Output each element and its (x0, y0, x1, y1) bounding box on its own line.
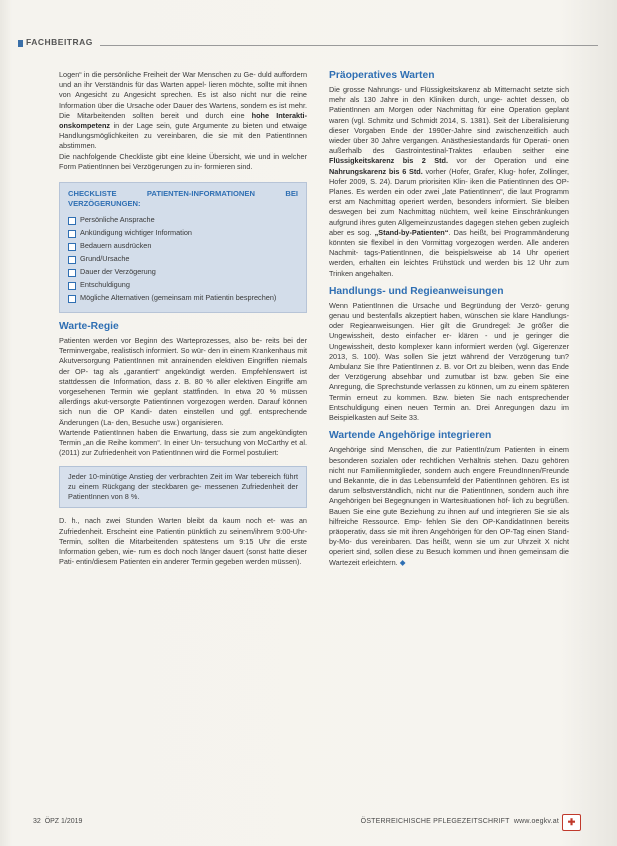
header-rule (100, 45, 598, 46)
section-marker (18, 40, 23, 47)
checkbox-icon (68, 282, 76, 290)
intro-paragraph: Logen“ in die persönliche Freiheit der War Menschen zu Ge- duld auffordern und an ihr Verständnis für das Warten appel- lieren möchte, sollte mit ihnen von Angesicht zu Angesicht sprechen. Es ist also nicht nur die reine Information über die Ursache oder Dauer des Wartens, sondern es ist mehr. Die Mitarbeitenden sollten bereit und durch eine hohe Interakti- onskompetenz in der Lage sein, gute Argumente zu bieten und etwaige Handlungsmöglichkeiten zu vereinbaren, die sie mit den PatientInnen abstimmen. (59, 70, 308, 151)
checklist-item: Grund/Ursache (68, 254, 298, 264)
checklist-box (59, 182, 307, 313)
body-paragraph: Wenn PatientInnen die Ursache und Begründung der Verzö- gerung genau und bestenfalls akzeptiert haben, wünschen sie klare Handlungs- oder Regieanweisungen. Hier gilt die Grundregel: Je größer die Ungewissheit, desto einfacher er- klären - und je geringer die Ungewissheit, desto komplexer kann informiert werden (vgl. Gigerenzer 2013, S. 100). Was sollen Sie jetzt während der Verzögerung tun? Ambulanz Sie Ihre PatientInnen z. B. vor Ort zu bleiben, wenn das Ende der Verzögerung absehbar und zumutbar ist bzw. geben Sie eine Anregung, die Sprechstunde verlassen zu können, um zu einem späteren Termin erneut zu kommen. Bzw. bieten Sie nach entsprechender Entschuldigung einen neuen Termin an. Drei Anregungen dazu im Beispielkasten auf Seite 33. (329, 300, 569, 423)
heading-praeoperativ: Präoperatives Warten (329, 70, 435, 81)
left-column (59, 70, 307, 567)
section-label: FACHBEITRAG (26, 37, 93, 47)
quote-box: Jeder 10-minütige Anstieg der verbrachten Zeit im War tebereich führt zu einem Rückgang der steckbaren ge- messenen Zufriedenheit der PatientInnen von 8 %. (59, 466, 307, 508)
checklist-item: Mögliche Alternativen (gemeinsam mit Patientin besprechen) (68, 293, 298, 303)
checklist-item: Bedauern ausdrücken (68, 241, 298, 251)
emphasis-nahrung: Nahrungskarenz bis 6 Std. (329, 166, 423, 176)
checklist-item: Ankündigung wichtiger Information (68, 228, 298, 238)
checklist-intro: Die nachfolgende Checkliste gibt eine kleine Übersicht, wie und in welcher Form PatientInnen bei Verzögerungen zu in- formieren sind. (59, 151, 307, 171)
checkbox-icon (68, 269, 76, 277)
heading-warte-regie: Warte-Regie (59, 321, 119, 333)
body-paragraph: Patienten werden vor Beginn des Warteprozesses, also be- reits bei der Terminvergabe, realistisch informiert. So wür- den in einem Krankenhaus mit Akutversorgung PatientInnen mit anrainenden elektiven Eingriffen niemals der OP- tag als „garantiert“ angekündigt werden. Empfehlenswert ist stattdessen die Information, dass z. B. 80 % aller elektiven Eingriffe am vorgesehenen Termin wie geplant stattfinden. In etwa 20 % müssen allerdings akut-versorgte Patientinnen vorgezogen werden. Darauf können sich nun die OP Kandi- daten einstellen und ggf. entsprechende Änderungen (La- den, Besuche usw.) organisieren. (59, 336, 307, 427)
heading-handlungs: Handlungs- und Regieanweisungen (329, 285, 504, 297)
oegkv-logo-icon: ✚ (562, 814, 581, 831)
footer-left (33, 818, 82, 825)
checkbox-icon (68, 230, 76, 238)
page-footer (33, 817, 581, 829)
heading-angehoerige: Wartende Angehörige integrieren (329, 430, 492, 442)
page-number: 32 (33, 818, 41, 825)
right-column (329, 70, 569, 568)
issue-label: ÖPZ 1/2019 (44, 818, 83, 825)
body-paragraph: Wartende PatientInnen haben die Erwartung, dass sie zum angekündigten Termin „an die Reihe kommen“. In einer Un- tersuchung von McCarthy et al. (2011) zur Zufriedenheit von PatientInnen wird die Formel postuliert: (59, 427, 307, 458)
footer-url: www.oegkv.at (513, 818, 559, 825)
intro-emphasis: hohe Interakti- onskompetenz (59, 110, 308, 131)
end-mark-icon: ◆ (399, 557, 406, 567)
checklist-item: Entschuldigung (68, 280, 298, 290)
body-paragraph: D. h., nach zwei Stunden Warten bleibt da kaum noch et- was an Zufriedenheit. Erscheint eine Patientin pünktlich zu seinem/ihrem 9:00-Uhr-Termin, sollten die Mitarbeitenden spätestens um 9:15 Uhr die erste Information geben, wie- rum es doch noch länger dauert (sonst hatte dieser Pati- entin/diesem Patienten ein anderer Termin gegeben werden müssen). (59, 516, 307, 567)
checkbox-icon (68, 256, 76, 264)
checklist-title: CHECKLISTE PATIENTEN-INFORMATIONEN BEI VERZÖGERUNGEN: (68, 189, 298, 209)
body-paragraph: Die grosse Nahrungs- und Flüssigkeitskarenz ab Mitternacht setzte sich mehr als 130 Jahre in den Kliniken durch, unge- achtet dessen, ob PatientInnen am Morgen oder Nachmittag für eine Operation geplant waren (vgl. Schmitz und Schmidt 2014, S. 1381). Seit der Liberalisierung dieser Vorgaben Ende der 1990er-Jahre sind zwischenzeitlich auch wieder über 30 Jahre vergangen. Anästhesiestandards für Operati- onen außerhalb des Gastrointestinal-Traktes erlauben seither eine Flüssigkeitskarenz bis 2 Std. vor der Operation und eine Nahrungskarenz bis 6 Std. vorher (Hofer, Grafer, Klug- hofer, Zollinger, Hofer 2009, S. 24). Darum priorisiten Klin- iken die PatientInnen des OP-Planes. Es werden ein oder zwei „late PatientInnen“, die laut Programm erst am Nachmittag operiert werden, besonders informiert. Sie bleiben deswegen bei zum Nachmittag nüchtern, weil keine Einschränkungen aufgrund ihres guten Allgemeinzustandes dagegen stehen geben zugleich aber es sog. „Stand-by-Patienten“. Das heißt, bei Programmänderung könnten sie flexibel in den Vormittag vorgezogen werden. Alle anderen Nachmit- tags-PatientInnen, die beispielsweise ab 14 Uhr operiert werden, erhalten ein leichtes Frühstück und werden bis 12 Uhr zum Trinken angehalten. (329, 85, 569, 278)
checklist-item: Dauer der Verzögerung (68, 267, 298, 277)
footer-right (361, 818, 559, 825)
checklist-item: Persönliche Ansprache (68, 215, 298, 225)
page-header (18, 37, 598, 51)
checkbox-icon (68, 243, 76, 251)
journal-name: ÖSTERREICHISCHE PFLEGEZEITSCHRIFT (360, 818, 510, 825)
emphasis-standby: „Stand-by-Patienten“ (374, 227, 449, 237)
body-paragraph: Angehörige sind Menschen, die zur PatientIn/zum Patienten in einem besonderen sozialen oder rechtlichen Verhältnis stehen. Dazu gehören nicht nur Familienmitglieder, sondern auch engere FreundInnen/Freunde und Bekannte, die in das Lebensumfeld der PatientInnen gehören. Es ist darum selbstverständlich, nicht nur die PatientInnen, sondern auch ihre Angehörigen bei Begegnungen in Wartesituationen höf- lich zu begrüßen. Bauen Sie eine gute Beziehung zu ihnen auf und integrieren Sie sie als hilfreiche Ressource. Emp- fehlen Sie den OP-KandidatInnen bereits präoperativ, dass sie mit ihren Angehörigen für den OP-Tag einen Stand-by-Mo- dus vereinbaren. Das heißt, wenn sie um zur Uhrzeit X nicht operiert sind, sollen diese zu Besuch kommen und ihnen gemeinsam die Wartezeit erleichtern. ◆ (329, 445, 569, 567)
checkbox-icon (68, 295, 76, 303)
emphasis-fluessigkeit: Flüssigkeitskarenz bis 2 Std. (329, 156, 449, 166)
checkbox-icon (68, 217, 76, 225)
